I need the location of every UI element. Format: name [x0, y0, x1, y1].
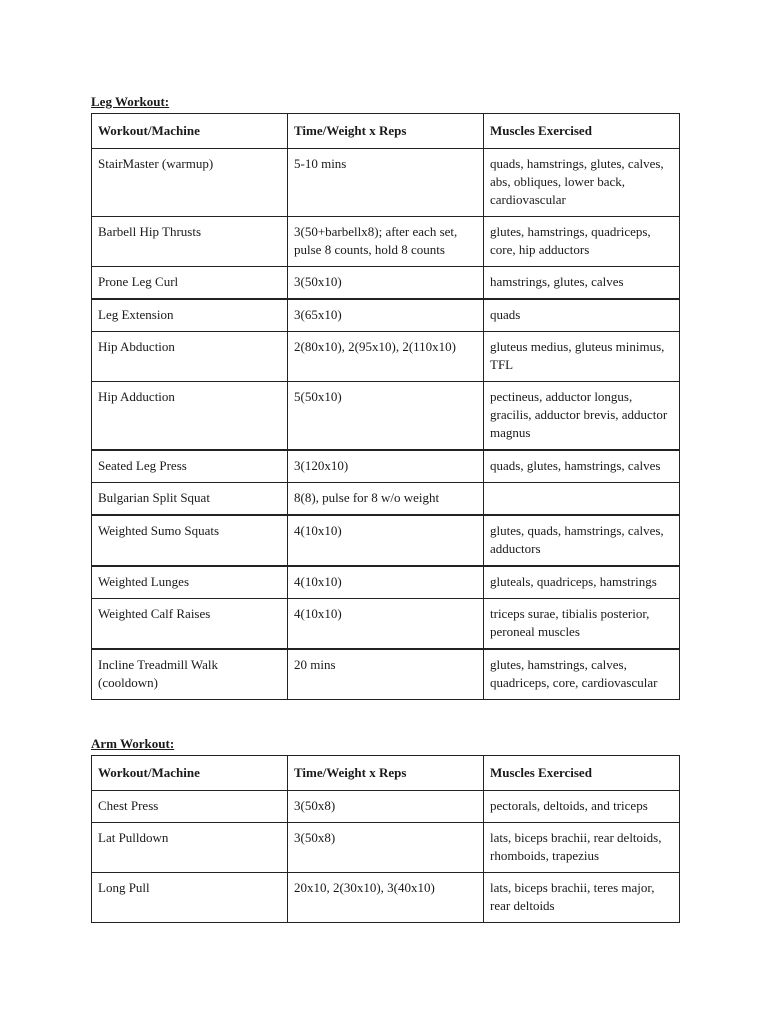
arm-workout-title: Arm Workout:: [91, 736, 175, 751]
muscles-cell: glutes, quads, hamstrings, calves, adductors: [484, 515, 680, 566]
table-row: [92, 483, 680, 516]
reps-cell: 4(10x10): [288, 599, 484, 650]
reps-cell: 3(50x8): [288, 823, 484, 873]
table-row: [92, 791, 680, 823]
header-cell: Muscles Exercised: [484, 756, 680, 791]
reps-cell: 4(10x10): [288, 515, 484, 566]
reps-cell: 3(50x8): [288, 791, 484, 823]
exercise-cell: Chest Press: [92, 791, 288, 823]
exercise-cell: Weighted Lunges: [92, 566, 288, 599]
exercise-cell: Lat Pulldown: [92, 823, 288, 873]
table-row: [92, 267, 680, 300]
reps-cell: 3(120x10): [288, 450, 484, 483]
table-row: [92, 450, 680, 483]
exercise-cell: Weighted Sumo Squats: [92, 515, 288, 566]
table-row: [92, 382, 680, 451]
exercise-cell: Weighted Calf Raises: [92, 599, 288, 650]
exercise-cell: Barbell Hip Thrusts: [92, 217, 288, 267]
reps-cell: 20 mins: [288, 649, 484, 700]
muscles-cell: quads, glutes, hamstrings, calves: [484, 450, 680, 483]
muscles-cell: pectorals, deltoids, and triceps: [484, 791, 680, 823]
muscles-cell: quads, hamstrings, glutes, calves, abs, obliques, lower back, cardiovascular: [484, 149, 680, 217]
table-row: [92, 566, 680, 599]
table-row: [92, 515, 680, 566]
header-cell: Workout/Machine: [92, 756, 288, 791]
table-row: [92, 299, 680, 332]
muscles-cell: lats, biceps brachii, teres major, rear deltoids: [484, 873, 680, 923]
exercise-cell: Hip Adduction: [92, 382, 288, 451]
reps-cell: 5-10 mins: [288, 149, 484, 217]
table-row: [92, 599, 680, 650]
muscles-cell: lats, biceps brachii, rear deltoids, rhomboids, trapezius: [484, 823, 680, 873]
table-row: [92, 823, 680, 873]
reps-cell: 3(65x10): [288, 299, 484, 332]
arm-workout-table: [91, 755, 680, 923]
exercise-cell: Seated Leg Press: [92, 450, 288, 483]
reps-cell: 5(50x10): [288, 382, 484, 451]
header-cell: Muscles Exercised: [484, 114, 680, 149]
muscles-cell: triceps surae, tibialis posterior, peroneal muscles: [484, 599, 680, 650]
reps-cell: 20x10, 2(30x10), 3(40x10): [288, 873, 484, 923]
table-row: [92, 649, 680, 700]
exercise-cell: Prone Leg Curl: [92, 267, 288, 300]
muscles-cell: hamstrings, glutes, calves: [484, 267, 680, 300]
table-row: [92, 217, 680, 267]
leg-workout-title: Leg Workout:: [91, 94, 170, 109]
reps-cell: 2(80x10), 2(95x10), 2(110x10): [288, 332, 484, 382]
header-cell: Time/Weight x Reps: [288, 114, 484, 149]
muscles-cell: glutes, hamstrings, calves, quadriceps, core, cardiovascular: [484, 649, 680, 700]
exercise-cell: Long Pull: [92, 873, 288, 923]
table-row: [92, 332, 680, 382]
exercise-cell: StairMaster (warmup): [92, 149, 288, 217]
leg-workout-table: [91, 113, 680, 700]
exercise-cell: Bulgarian Split Squat: [92, 483, 288, 516]
muscles-cell: pectineus, adductor longus, gracilis, adductor brevis, adductor magnus: [484, 382, 680, 451]
header-cell: Workout/Machine: [92, 114, 288, 149]
muscles-cell: quads: [484, 299, 680, 332]
header-cell: Time/Weight x Reps: [288, 756, 484, 791]
table-row: [92, 149, 680, 217]
exercise-cell: Incline Treadmill Walk (cooldown): [92, 649, 288, 700]
reps-cell: 4(10x10): [288, 566, 484, 599]
exercise-cell: Hip Abduction: [92, 332, 288, 382]
table-header-row: [92, 114, 680, 149]
muscles-cell: gluteus medius, gluteus minimus, TFL: [484, 332, 680, 382]
table-row: [92, 873, 680, 923]
exercise-cell: Leg Extension: [92, 299, 288, 332]
muscles-cell: gluteals, quadriceps, hamstrings: [484, 566, 680, 599]
reps-cell: 3(50x10): [288, 267, 484, 300]
reps-cell: 3(50+barbellx8); after each set, pulse 8 counts, hold 8 counts: [288, 217, 484, 267]
reps-cell: 8(8), pulse for 8 w/o weight: [288, 483, 484, 516]
muscles-cell: glutes, hamstrings, quadriceps, core, hip adductors: [484, 217, 680, 267]
muscles-cell: [484, 483, 680, 516]
table-header-row: [92, 756, 680, 791]
